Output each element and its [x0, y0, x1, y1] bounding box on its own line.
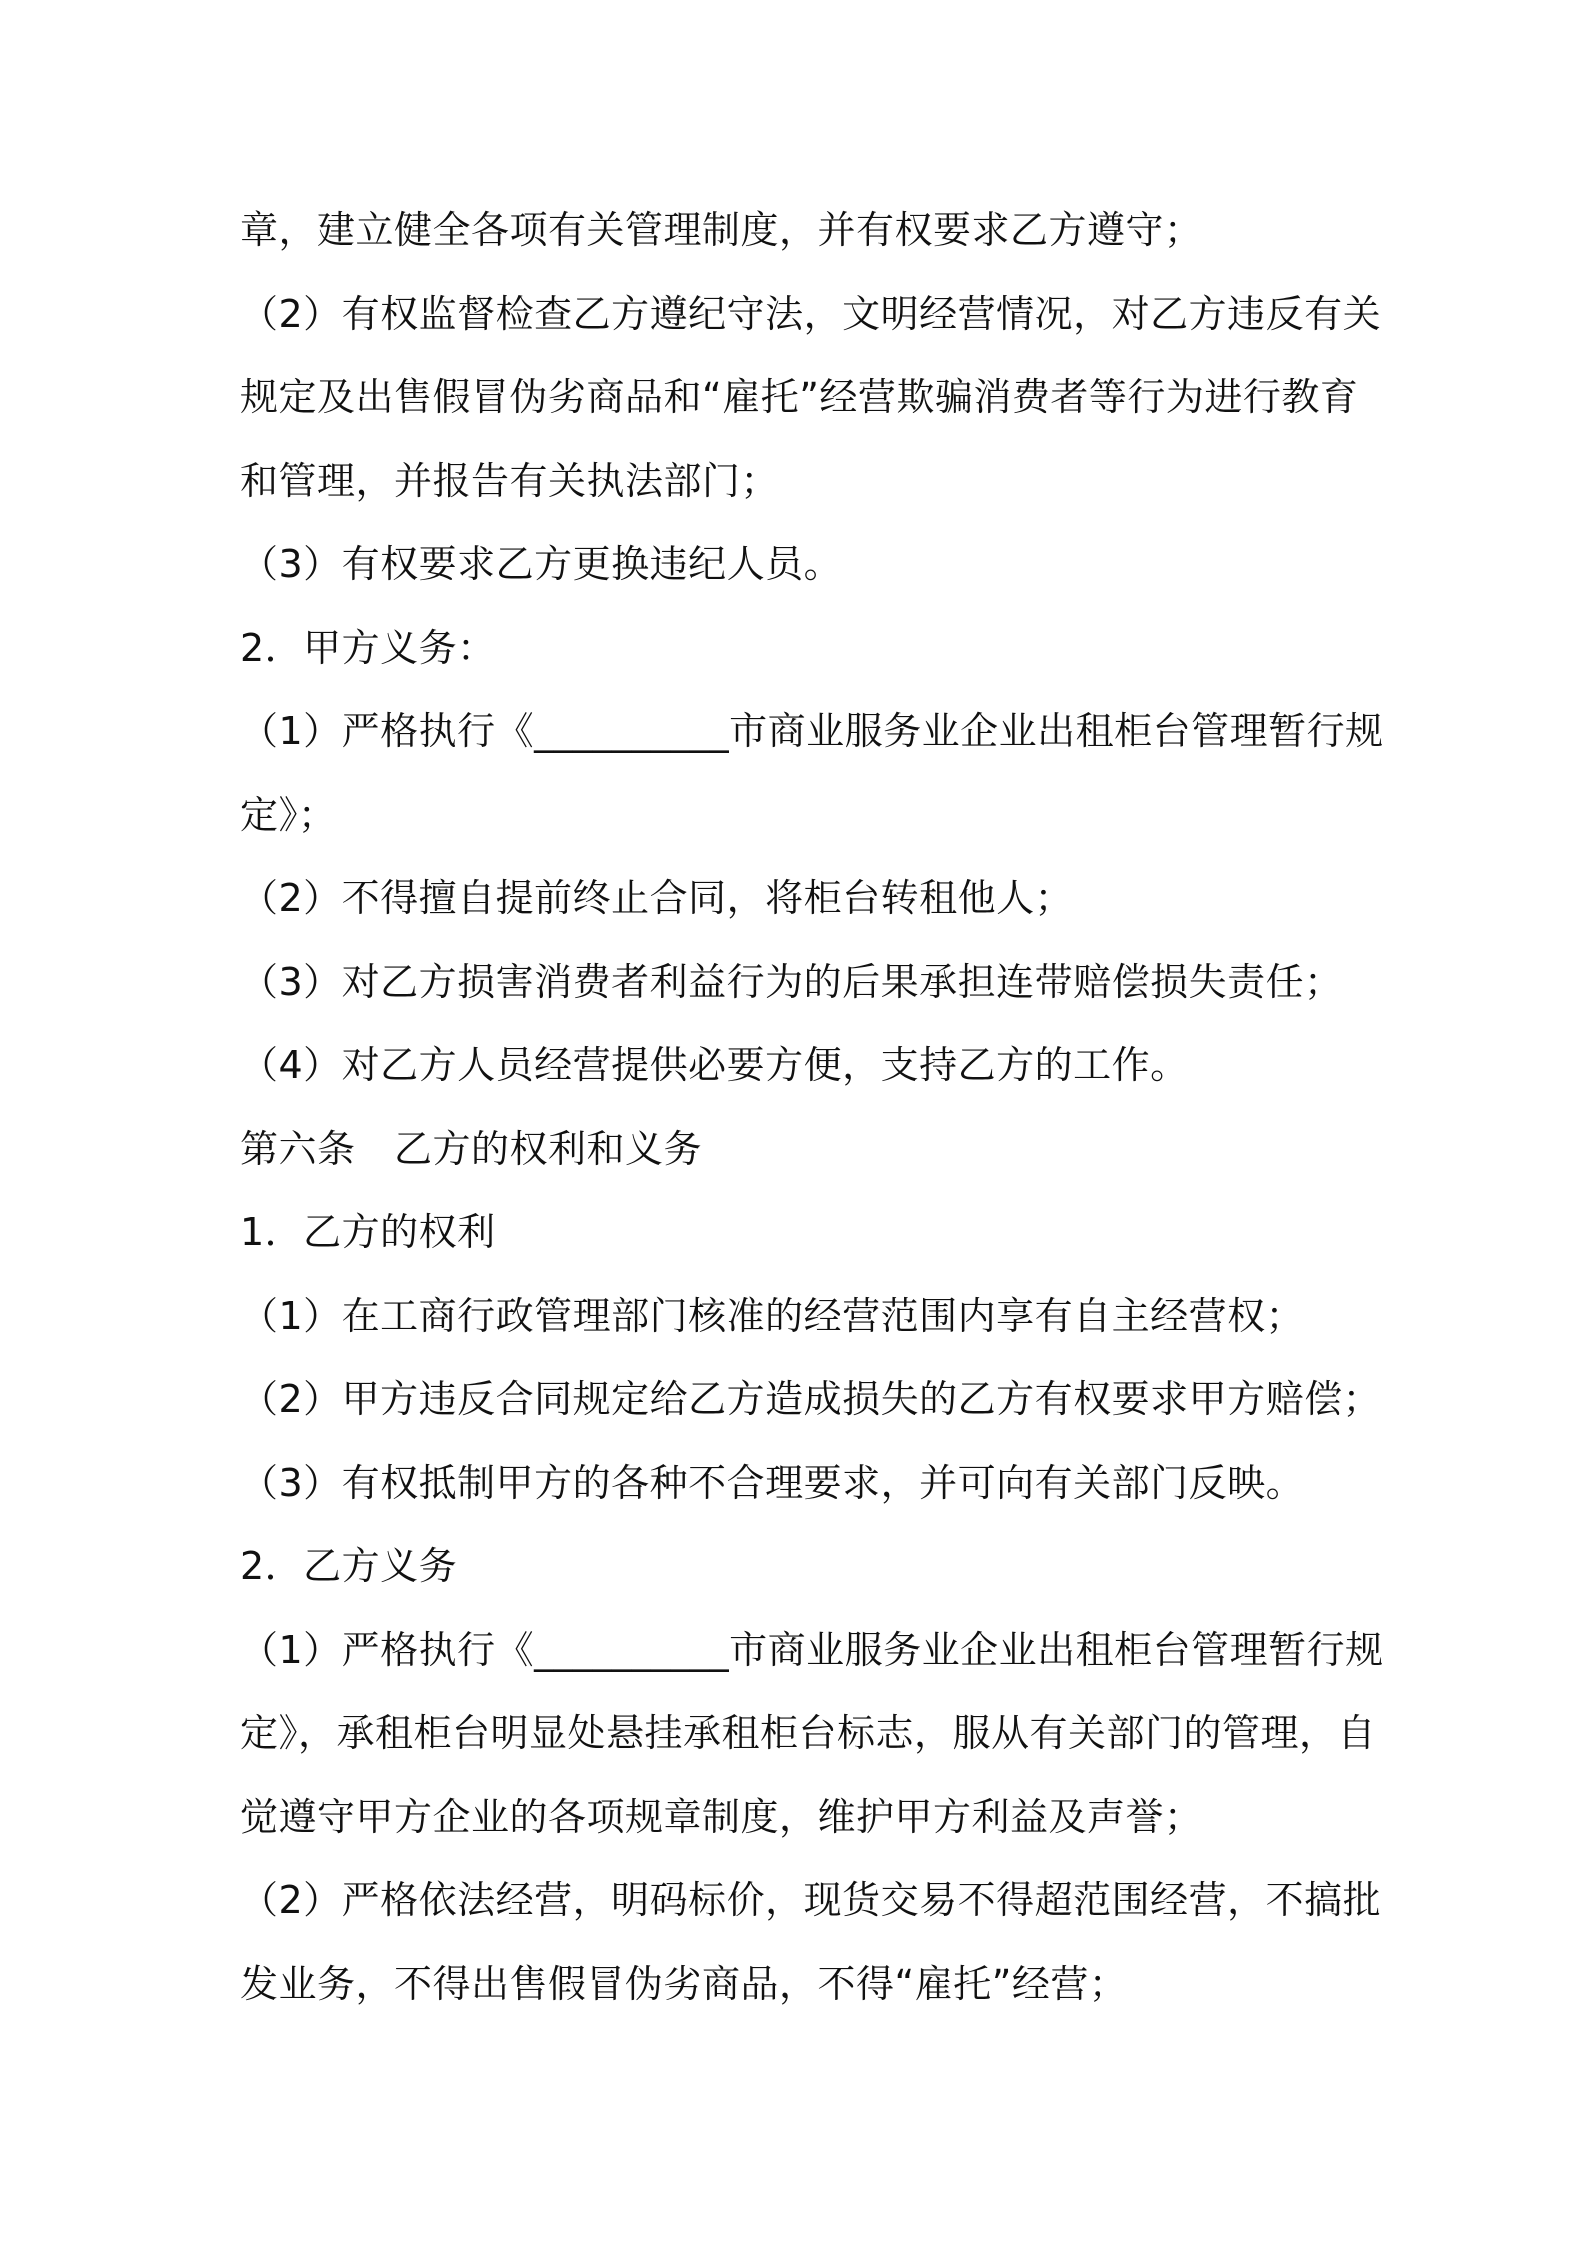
list-item: （2）有权监督检查乙方遵纪守法，文明经营情况，对乙方违反有关	[240, 291, 1382, 336]
list-item: （3）对乙方损害消费者利益行为的后果承担连带赔偿损失责任；	[240, 959, 1343, 1004]
text-line: 发业务，不得出售假冒伪劣商品，不得“雇托”经营；	[240, 1961, 1128, 2006]
text-line: 和管理，并报告有关执法部门；	[240, 458, 780, 503]
text-line: 觉遵守甲方企业的各项规章制度，维护甲方利益及声誉；	[240, 1794, 1203, 1839]
list-item: （2）甲方违反合同规定给乙方造成损失的乙方有权要求甲方赔偿；	[240, 1377, 1382, 1421]
list-item: （3）有权要求乙方更换违纪人员。	[240, 542, 843, 586]
list-item: （4）对乙方人员经营提供必要方便，支持乙方的工作。	[240, 1043, 1189, 1087]
text-line: 定》，承租柜台明显处悬挂承租柜台标志，服从有关部门的管理，自	[240, 1711, 1377, 1755]
list-item: （3）有权抵制甲方的各种不合理要求，并可向有关部门反映。	[240, 1460, 1305, 1505]
list-item: （2）不得擅自提前终止合同，将柜台转租他人；	[240, 876, 1074, 920]
section-heading: 2．乙方义务	[240, 1544, 458, 1588]
document-page	[240, 200, 1384, 2037]
text-line: 章，建立健全各项有关管理制度，并有权要求乙方遵守；	[240, 208, 1203, 252]
section-heading: 1．乙方的权利	[240, 1210, 496, 1254]
article-heading: 第六条 乙方的权利和义务	[240, 1126, 703, 1171]
list-item: （1）严格执行《__________市商业服务业企业出租柜台管理暂行规	[240, 1627, 1384, 1672]
list-item: （1）严格执行《__________市商业服务业企业出租柜台管理暂行规	[240, 709, 1384, 753]
text-line: 定》；	[240, 792, 337, 837]
text-line: 规定及出售假冒伪劣商品和“雇托”经营欺骗消费者等行为进行教育	[240, 375, 1359, 419]
section-heading: 2．甲方义务：	[240, 625, 496, 670]
list-item: （2）严格依法经营，明码标价，现货交易不得超范围经营，不搞批	[240, 1878, 1382, 1922]
list-item: （1）在工商行政管理部门核准的经营范围内享有自主经营权；	[240, 1293, 1305, 1338]
